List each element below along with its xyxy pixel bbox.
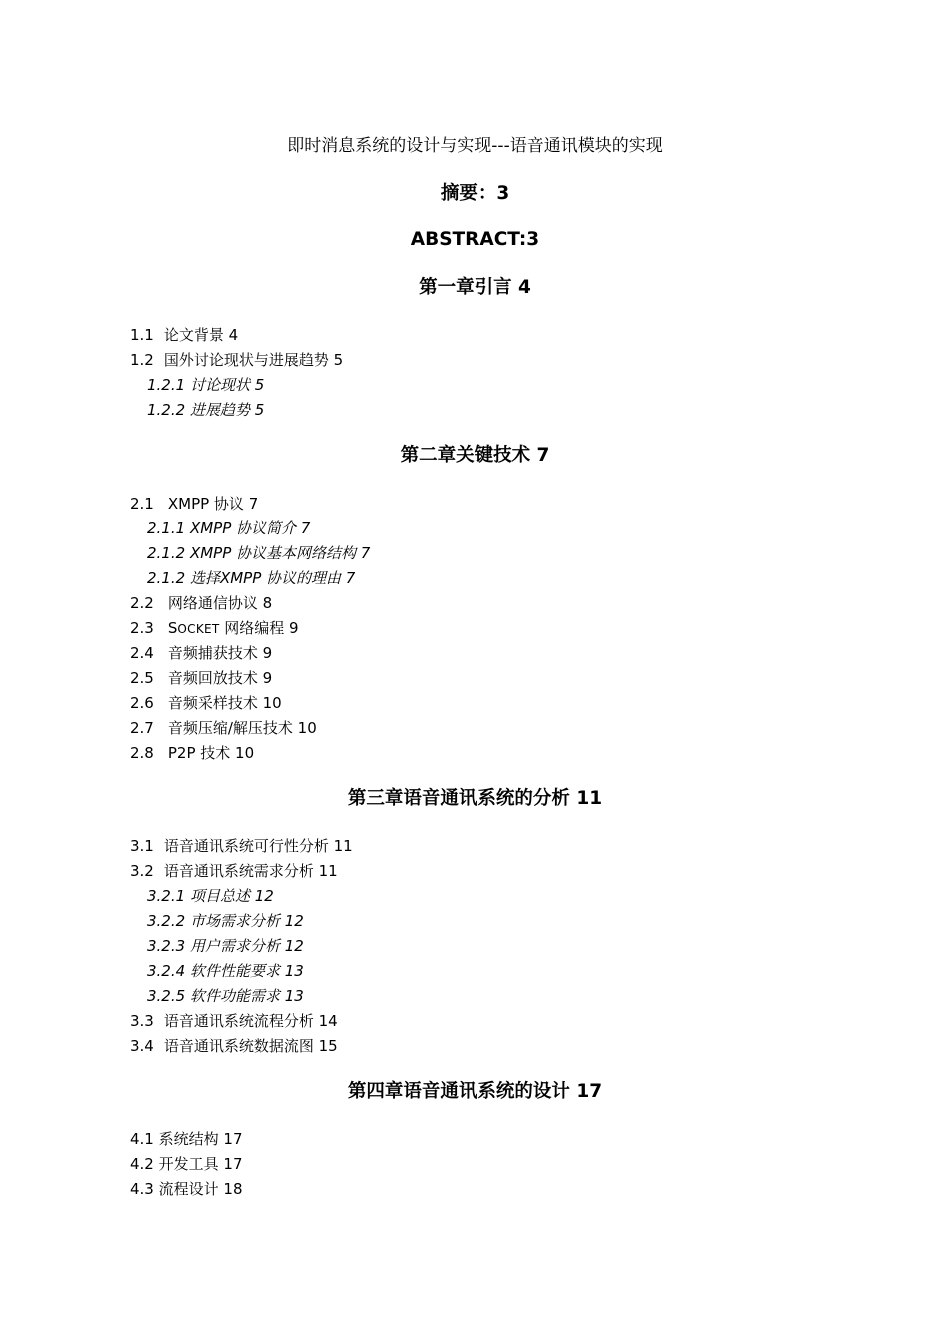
toc-entry-1-2-2 xyxy=(147,400,264,420)
toc-entry-3-4 xyxy=(130,1036,338,1056)
toc-entry-number: 3.2.1 xyxy=(147,887,186,905)
toc-entry-2-7 xyxy=(130,718,317,738)
toc-entry-number: 2.7 xyxy=(130,719,154,737)
toc-entry-2-1-1 xyxy=(147,518,310,538)
toc-entry-1-1 xyxy=(130,325,238,345)
toc-entry-3-2-2 xyxy=(147,911,304,931)
toc-entry-text: 国外讨论现状与进展趋势 5 xyxy=(163,351,344,369)
toc-entry-number: 3.2.3 xyxy=(147,937,186,955)
toc-entry-text: 音频回放技术 9 xyxy=(167,669,273,687)
toc-entry-socket-initial: S xyxy=(167,619,178,637)
toc-entry-number: 2.1.1 xyxy=(147,519,186,537)
toc-entry-text: 论文背景 4 xyxy=(163,326,239,344)
toc-entry-text: 软件功能需求 13 xyxy=(189,987,304,1005)
toc-entry-text: 讨论现状 5 xyxy=(189,376,265,394)
toc-entry-4-2 xyxy=(130,1154,243,1174)
toc-entry-number: 4.1 xyxy=(130,1130,154,1148)
toc-entry-4-3 xyxy=(130,1179,243,1199)
toc-entry-3-2-1 xyxy=(147,886,274,906)
toc-entry-3-3 xyxy=(130,1011,338,1031)
toc-heading-abstract-en: ABSTRACT:3 xyxy=(410,229,540,250)
toc-entry-2-1-2 xyxy=(147,543,370,563)
toc-entry-2-3 xyxy=(130,618,299,639)
toc-entry-text: 开发工具 17 xyxy=(158,1155,243,1173)
toc-entry-number: 2.3 xyxy=(130,619,154,637)
document-title: 即时消息系统的设计与实现---语音通讯模块的实现 xyxy=(287,136,663,156)
toc-entry-text: 软件性能要求 13 xyxy=(189,962,304,980)
toc-entry-text: 语音通讯系统数据流图 15 xyxy=(163,1037,338,1055)
toc-heading-chapter-2: 第二章关键技术 7 xyxy=(400,445,550,466)
toc-entry-2-5 xyxy=(130,668,272,688)
toc-entry-3-2-5 xyxy=(147,986,304,1006)
toc-entry-number: 1.2 xyxy=(130,351,154,369)
toc-entry-text: 项目总述 12 xyxy=(189,887,274,905)
toc-entry-text: 语音通讯系统流程分析 14 xyxy=(163,1012,338,1030)
toc-entry-3-2-3 xyxy=(147,936,304,956)
toc-entry-2-1 xyxy=(130,494,258,514)
toc-entry-number: 2.4 xyxy=(130,644,154,662)
toc-entry-text: 音频压缩/解压技术 10 xyxy=(167,719,317,737)
toc-entry-number: 2.6 xyxy=(130,694,154,712)
toc-entry-text: 流程设计 18 xyxy=(158,1180,243,1198)
toc-entry-number: 3.2.5 xyxy=(147,987,186,1005)
toc-entry-number: 1.2.2 xyxy=(147,401,186,419)
toc-entry-2-8 xyxy=(130,743,254,763)
toc-entry-3-2 xyxy=(130,861,338,881)
toc-entry-2-1-2-b xyxy=(147,568,355,588)
toc-entry-socket-rest: OCKET xyxy=(177,622,220,636)
toc-entry-number: 1.2.1 xyxy=(147,376,186,394)
toc-entry-text: 音频捕获技术 9 xyxy=(167,644,273,662)
toc-entry-number: 3.4 xyxy=(130,1037,154,1055)
toc-heading-abstract-cn: 摘要：3 xyxy=(440,183,510,204)
toc-entry-text: 网络编程 9 xyxy=(224,619,299,637)
toc-entry-text: 系统结构 17 xyxy=(158,1130,243,1148)
toc-entry-text: 网络通信协议 8 xyxy=(167,594,273,612)
toc-heading-chapter-1: 第一章引言 4 xyxy=(419,277,531,298)
toc-entry-3-1 xyxy=(130,836,353,856)
toc-entry-number: 2.1 xyxy=(130,495,154,513)
toc-entry-2-2 xyxy=(130,593,272,613)
toc-entry-4-1 xyxy=(130,1129,243,1149)
toc-entry-number: 3.2 xyxy=(130,862,154,880)
toc-entry-text: XMPP 协议简介 7 xyxy=(189,519,311,537)
toc-entry-number: 3.3 xyxy=(130,1012,154,1030)
toc-heading-chapter-4: 第四章语音通讯系统的设计 17 xyxy=(347,1081,603,1102)
toc-entry-number: 2.1.2 xyxy=(147,544,186,562)
toc-entry-text: 市场需求分析 12 xyxy=(189,912,304,930)
toc-entry-number: 3.2.4 xyxy=(147,962,186,980)
toc-entry-number: 3.2.2 xyxy=(147,912,186,930)
toc-entry-2-4 xyxy=(130,643,272,663)
toc-entry-text: 音频采样技术 10 xyxy=(167,694,282,712)
toc-entry-number: 2.8 xyxy=(130,744,154,762)
toc-entry-text: P2P 技术 10 xyxy=(167,744,255,762)
toc-entry-number: 3.1 xyxy=(130,837,154,855)
toc-entry-1-2 xyxy=(130,350,343,370)
toc-entry-text: 进展趋势 5 xyxy=(189,401,265,419)
toc-entry-text: 语音通讯系统需求分析 11 xyxy=(163,862,338,880)
toc-entry-text: XMPP 协议 7 xyxy=(167,495,259,513)
toc-entry-text: 用户需求分析 12 xyxy=(189,937,304,955)
toc-entry-number: 4.2 xyxy=(130,1155,154,1173)
toc-entry-text: 选择XMPP 协议的理由 7 xyxy=(189,569,356,587)
toc-entry-text: 语音通讯系统可行性分析 11 xyxy=(163,837,353,855)
toc-entry-number: 2.1.2 xyxy=(147,569,186,587)
toc-entry-1-2-1 xyxy=(147,375,264,395)
toc-entry-3-2-4 xyxy=(147,961,304,981)
toc-entry-2-6 xyxy=(130,693,282,713)
toc-entry-number: 1.1 xyxy=(130,326,154,344)
toc-entry-number: 4.3 xyxy=(130,1180,154,1198)
toc-entry-number: 2.5 xyxy=(130,669,154,687)
toc-entry-text: XMPP 协议基本网络结构 7 xyxy=(189,544,371,562)
toc-heading-chapter-3: 第三章语音通讯系统的分析 11 xyxy=(347,788,603,809)
toc-entry-number: 2.2 xyxy=(130,594,154,612)
